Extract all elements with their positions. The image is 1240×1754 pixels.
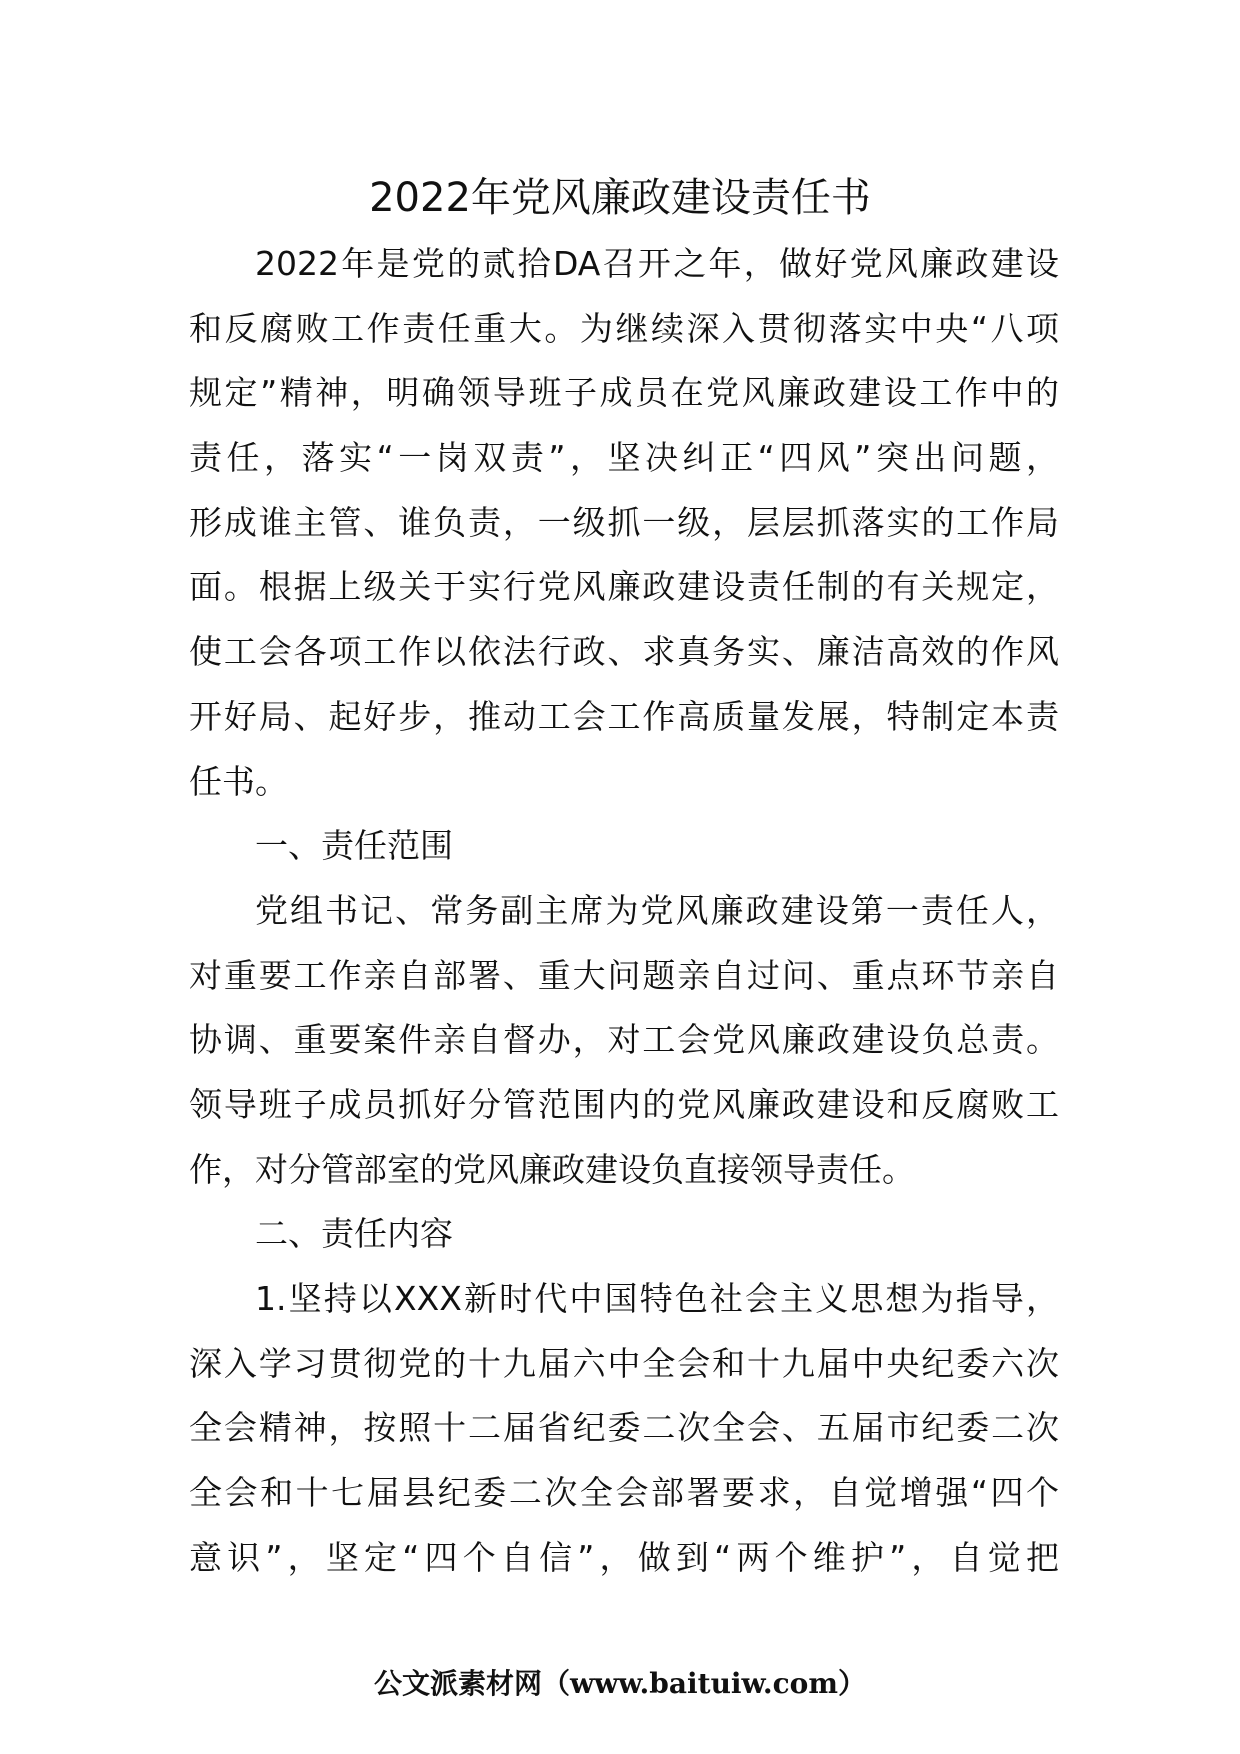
text-line: 党组书记、常务副主席为党风廉政建设第一责任人， xyxy=(255,890,1059,930)
text-line: 形成谁主管、谁负责，一级抓一级，层层抓落实的工作局 xyxy=(189,502,1059,542)
text-line: 面。根据上级关于实行党风廉政建设责任制的有关规定， xyxy=(189,567,1059,607)
text-line: 规定”精神，明确领导班子成员在党风廉政建设工作中的 xyxy=(189,373,1059,413)
document-body xyxy=(189,232,1059,1590)
document-title: 2022年党风廉政建设责任书 xyxy=(369,175,871,221)
text-line: 深入学习贯彻党的十九届六中全会和十九届中央纪委六次 xyxy=(189,1343,1059,1383)
text-line: 责任，落实“一岗双责”，坚决纠正“四风”突出问题， xyxy=(189,438,1059,478)
text-line: 领导班子成员抓好分管范围内的党风廉政建设和反腐败工 xyxy=(189,1084,1059,1124)
text-line: 协调、重要案件亲自督办，对工会党风廉政建设负总责。 xyxy=(189,1020,1059,1060)
text-line: 任书。 xyxy=(189,761,288,801)
text-line: 全会和十七届县纪委二次全会部署要求，自觉增强“四个 xyxy=(189,1473,1059,1513)
footer-watermark: 公文派素材网（www.baituiw.com） xyxy=(374,1667,866,1700)
text-line: 1.坚持以XXX新时代中国特色社会主义思想为指导， xyxy=(255,1279,1059,1318)
text-line: 开好局、起好步，推动工会工作高质量发展，特制定本责 xyxy=(189,696,1059,736)
text-line: 和反腐败工作责任重大。为继续深入贯彻落实中央“八项 xyxy=(189,308,1059,348)
text-line: 二、责任内容 xyxy=(255,1214,453,1254)
text-line: 意识”，坚定“四个自信”，做到“两个维护”，自觉把 xyxy=(189,1537,1059,1577)
text-line: 全会精神，按照十二届省纪委二次全会、五届市纪委二次 xyxy=(189,1408,1059,1448)
text-line: 使工会各项工作以依法行政、求真务实、廉洁高效的作风 xyxy=(189,632,1059,672)
text-line: 作，对分管部室的党风廉政建设负直接领导责任。 xyxy=(189,1149,915,1189)
text-line: 一、责任范围 xyxy=(255,826,453,866)
text-line: 2022年是党的贰拾DA召开之年，做好党风廉政建设 xyxy=(255,244,1059,283)
text-line: 对重要工作亲自部署、重大问题亲自过问、重点环节亲自 xyxy=(189,955,1059,995)
